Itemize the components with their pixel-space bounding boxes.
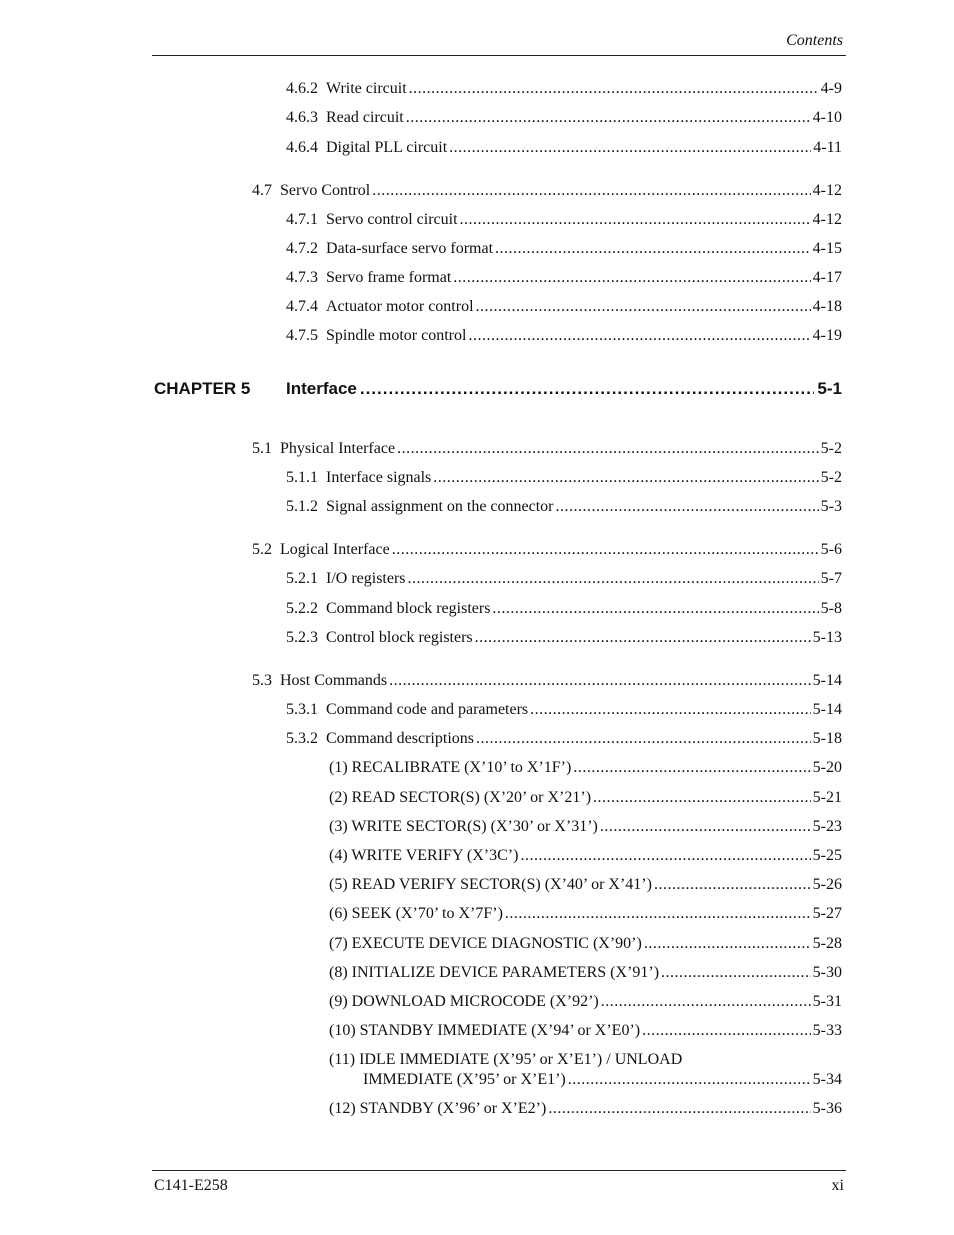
toc-page: 5-30 <box>812 964 842 981</box>
dot-leader <box>449 138 811 158</box>
toc-page: 5-7 <box>820 570 842 587</box>
dot-leader <box>389 671 811 691</box>
dot-leader <box>600 817 811 837</box>
toc-title: Servo Control <box>280 182 371 199</box>
toc-entry[interactable] <box>286 497 842 517</box>
toc-title: Actuator motor control <box>326 298 474 315</box>
dot-leader <box>593 788 811 808</box>
command-title: (12) STANDBY (X’96’ or X’E2’) <box>329 1100 547 1117</box>
toc-number: 5.2.2 <box>286 600 318 617</box>
toc-page: 4-12 <box>812 182 842 199</box>
toc-page: 4-19 <box>812 327 842 344</box>
dot-leader <box>476 729 811 749</box>
command-entry[interactable] <box>329 963 842 983</box>
command-title: (11) IDLE IMMEDIATE (X’95’ or X’E1’) / UNLOAD <box>329 1051 683 1068</box>
dot-leader <box>476 297 811 317</box>
toc-page: 5-36 <box>812 1100 842 1117</box>
toc-page: 4-11 <box>813 139 842 156</box>
toc-entry[interactable] <box>252 439 842 459</box>
toc-title: Servo frame format <box>326 269 452 286</box>
toc-number: 4.6.4 <box>286 139 318 156</box>
dot-leader <box>530 700 811 720</box>
dot-leader <box>548 1099 810 1119</box>
toc-title: Command code and parameters <box>326 701 529 718</box>
chapter-heading[interactable] <box>154 379 842 399</box>
dot-leader <box>642 1021 811 1041</box>
command-entry[interactable] <box>329 758 842 778</box>
toc-title: Command descriptions <box>326 730 474 747</box>
toc-page: 4-17 <box>812 269 842 286</box>
command-entry[interactable] <box>329 875 842 895</box>
dot-leader <box>468 326 810 346</box>
toc-page: 4-9 <box>820 80 842 97</box>
toc-entry[interactable] <box>286 210 842 230</box>
command-entry[interactable] <box>329 904 842 924</box>
dot-leader <box>520 846 810 866</box>
toc-number: 5.2 <box>252 541 272 558</box>
toc-page: 5-6 <box>820 541 842 558</box>
command-entry[interactable] <box>329 1021 842 1041</box>
toc-page: 5-2 <box>820 440 842 457</box>
toc-title: Command block registers <box>326 600 491 617</box>
command-title: (7) EXECUTE DEVICE DIAGNOSTIC (X’90’) <box>329 935 642 952</box>
dot-leader <box>372 181 810 201</box>
command-title: (9) DOWNLOAD MICROCODE (X’92’) <box>329 993 599 1010</box>
dot-leader <box>453 268 810 288</box>
toc-entry[interactable] <box>286 108 842 128</box>
command-title: (5) READ VERIFY SECTOR(S) (X’40’ or X’41’) <box>329 876 652 893</box>
dot-leader <box>573 758 810 778</box>
chapter-page: 5-1 <box>817 379 842 398</box>
toc-title: Read circuit <box>326 109 404 126</box>
toc-title: Interface signals <box>326 469 432 486</box>
toc-page: 5-25 <box>812 847 842 864</box>
toc-title: Host Commands <box>280 672 388 689</box>
toc-number: 4.7.1 <box>286 211 318 228</box>
dot-leader <box>392 540 819 560</box>
command-title: (4) WRITE VERIFY (X’3C’) <box>329 847 519 864</box>
toc-number: 5.3 <box>252 672 272 689</box>
toc-entry[interactable] <box>286 79 842 99</box>
toc-entry[interactable] <box>286 138 842 158</box>
command-title: (1) RECALIBRATE (X’10’ to X’1F’) <box>329 759 572 776</box>
toc-number: 4.7.5 <box>286 327 318 344</box>
dot-leader <box>556 497 819 517</box>
toc-title: Signal assignment on the connector <box>326 498 554 515</box>
toc-title: Spindle motor control <box>326 327 467 344</box>
toc-page: 5-8 <box>820 600 842 617</box>
header-rule <box>152 55 846 56</box>
toc-page: 5-14 <box>812 701 842 718</box>
toc-entry[interactable] <box>286 729 842 749</box>
dot-leader <box>492 599 818 619</box>
toc-number: 5.3.2 <box>286 730 318 747</box>
toc-page: 5-20 <box>812 759 842 776</box>
toc-entry[interactable] <box>286 599 842 619</box>
running-head: Contents <box>786 32 843 49</box>
dot-leader <box>406 108 811 128</box>
toc-page: 5-13 <box>812 629 842 646</box>
dot-leader <box>644 934 811 954</box>
toc-number: 4.6.3 <box>286 109 318 126</box>
toc-number: 4.6.2 <box>286 80 318 97</box>
toc-entry[interactable] <box>252 540 842 560</box>
dot-leader <box>654 875 811 895</box>
command-entry[interactable] <box>329 934 842 954</box>
command-title: (8) INITIALIZE DEVICE PARAMETERS (X’91’) <box>329 964 660 981</box>
toc-number: 4.7.2 <box>286 240 318 257</box>
toc-title: I/O registers <box>326 570 406 587</box>
chapter-label: CHAPTER 5 <box>154 379 251 398</box>
toc-title: Physical Interface <box>280 440 396 457</box>
command-entry[interactable] <box>329 817 842 837</box>
toc-page: 5-26 <box>812 876 842 893</box>
toc-number: 5.2.3 <box>286 629 318 646</box>
footer-rule <box>152 1170 846 1171</box>
toc-entry[interactable] <box>286 268 842 288</box>
dot-leader <box>495 239 811 259</box>
dot-leader <box>568 1070 811 1090</box>
toc-number: 5.2.1 <box>286 570 318 587</box>
toc-number: 5.1.2 <box>286 498 318 515</box>
command-title-continued <box>329 1070 842 1090</box>
command-entry[interactable] <box>329 1050 842 1090</box>
toc-entry[interactable] <box>252 671 842 691</box>
toc-entry[interactable] <box>286 468 842 488</box>
dot-leader <box>360 379 815 399</box>
command-title: (3) WRITE SECTOR(S) (X’30’ or X’31’) <box>329 818 598 835</box>
command-entry[interactable] <box>329 846 842 866</box>
toc-page: 4-10 <box>812 109 842 126</box>
command-entry[interactable] <box>329 788 842 808</box>
toc-page: 5-18 <box>812 730 842 747</box>
toc-page: 4-15 <box>812 240 842 257</box>
toc-page: 5-2 <box>820 469 842 486</box>
toc-page: 5-28 <box>812 935 842 952</box>
toc-page: 4-18 <box>812 298 842 315</box>
toc-title: Digital PLL circuit <box>326 139 448 156</box>
toc-number: 5.1.1 <box>286 469 318 486</box>
toc-entry[interactable] <box>286 628 842 648</box>
toc-entry[interactable] <box>286 569 842 589</box>
toc-page: 5-33 <box>812 1022 842 1039</box>
command-title: (2) READ SECTOR(S) (X’20’ or X’21’) <box>329 789 592 806</box>
dot-leader <box>601 992 811 1012</box>
toc-title: Servo control circuit <box>326 211 458 228</box>
toc-number: 4.7.4 <box>286 298 318 315</box>
dot-leader <box>433 468 818 488</box>
toc-title: Logical Interface <box>280 541 390 558</box>
toc-page: 5-3 <box>820 498 842 515</box>
toc-title: Control block registers <box>326 629 473 646</box>
toc-number: 5.1 <box>252 440 272 457</box>
command-entry[interactable] <box>329 992 842 1012</box>
toc-entry[interactable] <box>286 326 842 346</box>
dot-leader <box>460 210 811 230</box>
dot-leader <box>409 79 819 99</box>
dot-leader <box>661 963 811 983</box>
command-title-line2: IMMEDIATE (X’95’ or X’E1’) <box>363 1071 566 1088</box>
command-entry[interactable] <box>329 1099 842 1119</box>
toc-page: 5-34 <box>812 1071 842 1088</box>
toc-page: 5-21 <box>812 789 842 806</box>
document-id: C141-E258 <box>154 1177 228 1194</box>
toc-page: 5-23 <box>812 818 842 835</box>
toc-entry[interactable] <box>252 181 842 201</box>
command-title: (6) SEEK (X’70’ to X’7F’) <box>329 905 503 922</box>
toc-title: Write circuit <box>326 80 407 97</box>
toc-number: 4.7.3 <box>286 269 318 286</box>
toc-number: 5.3.1 <box>286 701 318 718</box>
chapter-title: Interface <box>286 379 357 398</box>
command-title: (10) STANDBY IMMEDIATE (X’94’ or X’E0’) <box>329 1022 641 1039</box>
dot-leader <box>408 569 819 589</box>
toc-page: 5-14 <box>812 672 842 689</box>
toc-entry[interactable] <box>286 239 842 259</box>
dot-leader <box>505 904 811 924</box>
toc-entry[interactable] <box>286 297 842 317</box>
dot-leader <box>397 439 819 459</box>
toc-page: 4-12 <box>812 211 842 228</box>
toc-page: 5-27 <box>812 905 842 922</box>
toc-number: 4.7 <box>252 182 272 199</box>
toc-page: 5-31 <box>812 993 842 1010</box>
toc-entry[interactable] <box>286 700 842 720</box>
dot-leader <box>475 628 811 648</box>
toc-title: Data-surface servo format <box>326 240 494 257</box>
page-number: xi <box>831 1177 844 1194</box>
